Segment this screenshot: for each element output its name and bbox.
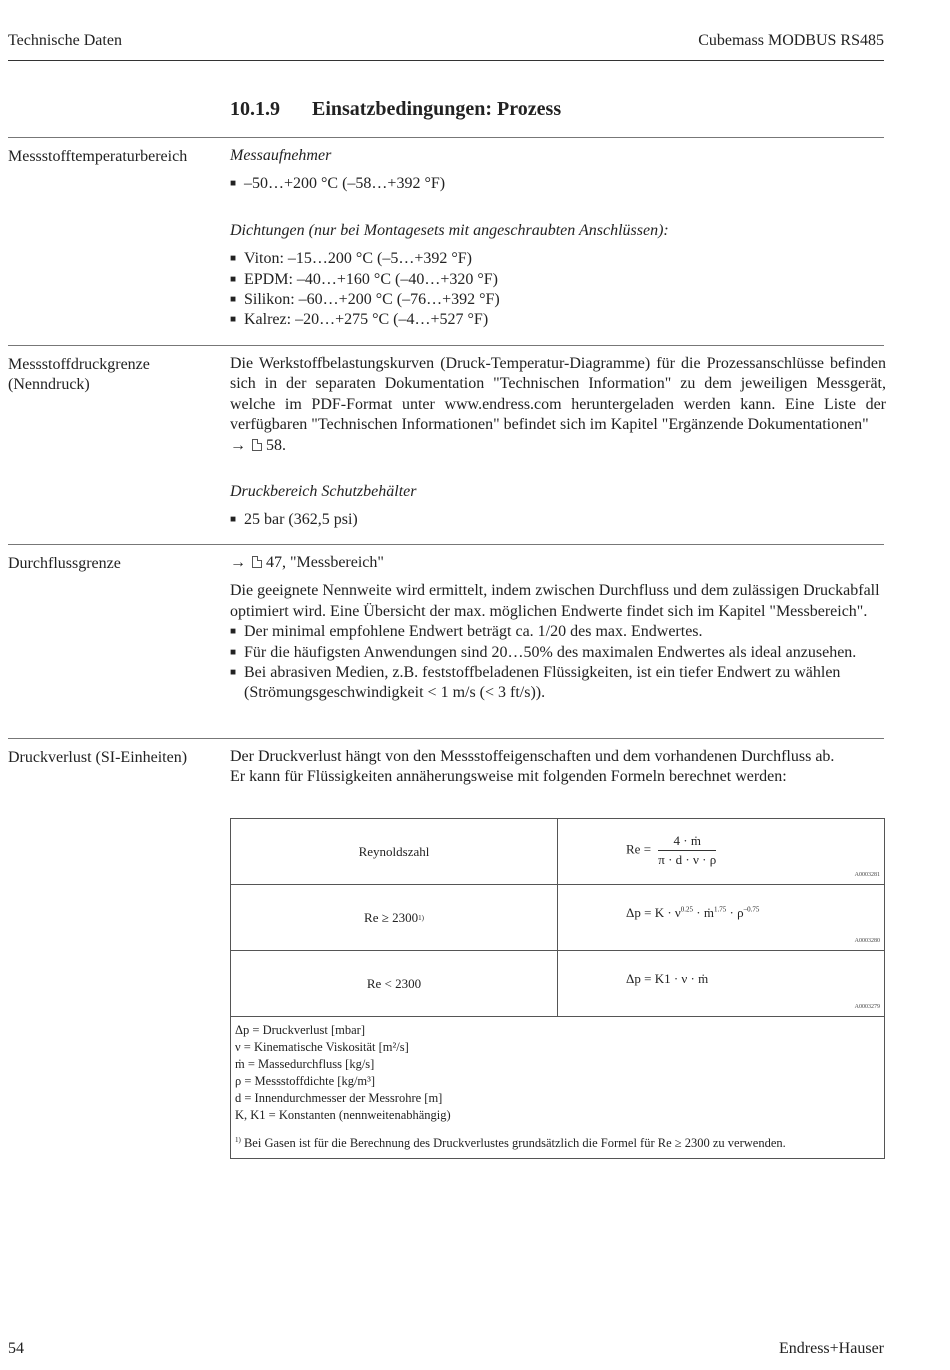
running-header-product: Cubemass MODBUS RS485 xyxy=(698,32,884,49)
table-row xyxy=(231,951,884,1017)
numerator: 4 · ṁ xyxy=(658,833,716,851)
formula-cell xyxy=(558,885,884,950)
paragraph: Die geeignete Nennweite wird ermittelt, indem zwischen Durchfluss und dem zulässigen Druckabfall optimiert wird. Eine Übersicht der max. möglichen Endwerte findet sich im Kapitel "Messbereich". xyxy=(230,582,880,620)
list-item: ■ EPDM: –40…+160 °C (–40…+320 °F) xyxy=(230,270,886,290)
formula-part: · ṁ xyxy=(693,905,714,920)
list-item: ■ Der minimal empfohlene Endwert beträgt ca. 1/20 des max. Endwertes. xyxy=(230,622,886,642)
denominator: π · d · ν · ρ xyxy=(658,852,717,867)
exponent: 1.75 xyxy=(714,905,727,914)
row-label-pressure xyxy=(8,355,150,395)
reference-text: 58. xyxy=(266,436,286,454)
row-content-temperature xyxy=(230,146,886,331)
page-reference[interactable] xyxy=(230,436,886,456)
formula-cell xyxy=(558,951,884,1016)
formula-prefix: Re = xyxy=(626,841,652,857)
subheading-sensor: Messaufnehmer xyxy=(230,147,332,164)
arrow-icon: → xyxy=(230,554,246,571)
document-icon xyxy=(252,439,262,451)
row-content-pressure xyxy=(230,354,886,531)
row-label-line: Messstoffdruckgrenze xyxy=(8,356,150,373)
formula-part: Δp = K · ν xyxy=(626,905,681,920)
row-label-temperature: Messstofftemperaturbereich xyxy=(8,148,188,165)
arrow-icon: → xyxy=(230,436,246,454)
condition-text: Re < 2300 xyxy=(366,975,422,991)
subheading-containment: Druckbereich Schutzbehälter xyxy=(230,483,417,501)
list-item: ■ –50…+200 °C (–58…+392 °F) xyxy=(230,174,886,194)
row-content-pressure-loss xyxy=(230,747,886,788)
row-label-pressure-loss: Druckverlust (SI-Einheiten) xyxy=(8,749,188,766)
formula-part: · ρ xyxy=(726,905,744,920)
turbulent-formula xyxy=(626,905,759,921)
footnote-marker: 1) xyxy=(235,1136,241,1144)
section-heading xyxy=(230,98,561,121)
legend-item: ṁ = Massedurchfluss [kg/s] xyxy=(235,1057,375,1071)
footer-brand: Endress+Hauser xyxy=(779,1340,884,1357)
page-reference[interactable] xyxy=(230,553,886,573)
list-item: ■ Kalrez: –20…+275 °C (–4…+527 °F) xyxy=(230,310,886,330)
header-divider xyxy=(8,60,884,61)
section-number: 10.1.9 xyxy=(230,98,280,120)
figure-code: A0003279 xyxy=(854,1004,880,1010)
condition-text: Reynoldszahl xyxy=(358,843,430,859)
condition-cell xyxy=(231,885,558,950)
condition-cell xyxy=(231,819,558,884)
fraction xyxy=(658,833,716,868)
row-divider xyxy=(8,345,884,346)
row-label-line: (Nenndruck) xyxy=(8,376,90,393)
document-icon xyxy=(252,556,262,568)
table-row xyxy=(231,819,884,885)
running-header-title: Technische Daten xyxy=(8,32,122,49)
laminar-formula: Δp = K1 · ν · ṁ xyxy=(626,971,709,986)
figure-code: A0003280 xyxy=(854,938,880,944)
legend-item: ν = Kinematische Viskosität [m²/s] xyxy=(235,1040,409,1054)
section-title: Einsatzbedingungen: Prozess xyxy=(312,98,562,120)
row-content-flow xyxy=(230,553,886,704)
formula-table xyxy=(230,818,885,1159)
list-item: ■ Bei abrasiven Medien, z.B. feststoffbeladenen Flüssigkeiten, ist ein tiefer Endwert zu wählen (Strömungsgeschwindigkeit < 1 m/s (< 3 ft/s)). xyxy=(230,663,886,704)
legend-item: Δp = Druckverlust [mbar] xyxy=(235,1023,365,1037)
list-item: ■ Silikon: –60…+200 °C (–76…+392 °F) xyxy=(230,290,886,310)
paragraph: Der Druckverlust hängt von den Messstoffeigenschaften und dem vorhandenen Durchfluss ab. xyxy=(230,748,835,765)
legend-item: d = Innendurchmesser der Messrohre [m] xyxy=(235,1091,443,1105)
formula-legend xyxy=(231,1017,884,1158)
reference-text: 47, "Messbereich" xyxy=(266,554,384,571)
exponent: 0.25 xyxy=(680,905,694,914)
list-item: ■ 25 bar (362,5 psi) xyxy=(230,510,886,530)
reynolds-formula xyxy=(626,833,716,868)
footnote-marker: 1) xyxy=(418,913,424,922)
list-item: ■ Viton: –15…200 °C (–5…+392 °F) xyxy=(230,249,886,269)
condition-text: Re ≥ 2300 xyxy=(364,909,419,925)
subheading-seals: Dichtungen (nur bei Montagesets mit angeschraubten Anschlüssen): xyxy=(230,221,669,239)
page-number: 54 xyxy=(8,1340,24,1357)
row-divider xyxy=(8,544,884,545)
list-item: ■ Für die häufigsten Anwendungen sind 20…50% des maximalen Endwertes als ideal anzusehen. xyxy=(230,643,886,663)
paragraph: Die Werkstoffbelastungskurven (Druck-Temperatur-Diagramme) für die Prozessanschlüsse befinden sich in der separaten Dokumentation "Technischen Information" zu dem jeweiligen Messgerät, welche im PDF-Format unter www.endress.com heruntergeladen werden kann. Eine Liste der verfügbaren "Technischen Informationen" befindet sich im Kapitel "Ergänzende Dokumentationen" xyxy=(230,355,886,434)
condition-cell xyxy=(231,951,558,1016)
footnote xyxy=(235,1132,880,1152)
figure-code: A0003281 xyxy=(854,872,880,878)
row-divider xyxy=(8,738,884,739)
exponent: –0.75 xyxy=(743,905,760,914)
legend-item: K, K1 = Konstanten (nennweitenabhängig) xyxy=(235,1108,451,1122)
footnote-text: Bei Gasen ist für die Berechnung des Druckverlustes grundsätzlich die Formel für Re ≥ 2300 zu verwenden. xyxy=(243,1136,786,1151)
legend-item: ρ = Messstoffdichte [kg/m³] xyxy=(235,1074,376,1088)
formula-cell xyxy=(558,819,884,884)
table-row xyxy=(231,885,884,951)
row-divider xyxy=(8,137,884,138)
row-label-flow: Durchflussgrenze xyxy=(8,555,121,572)
paragraph: Er kann für Flüssigkeiten annäherungsweise mit folgenden Formeln berechnet werden: xyxy=(230,768,787,786)
